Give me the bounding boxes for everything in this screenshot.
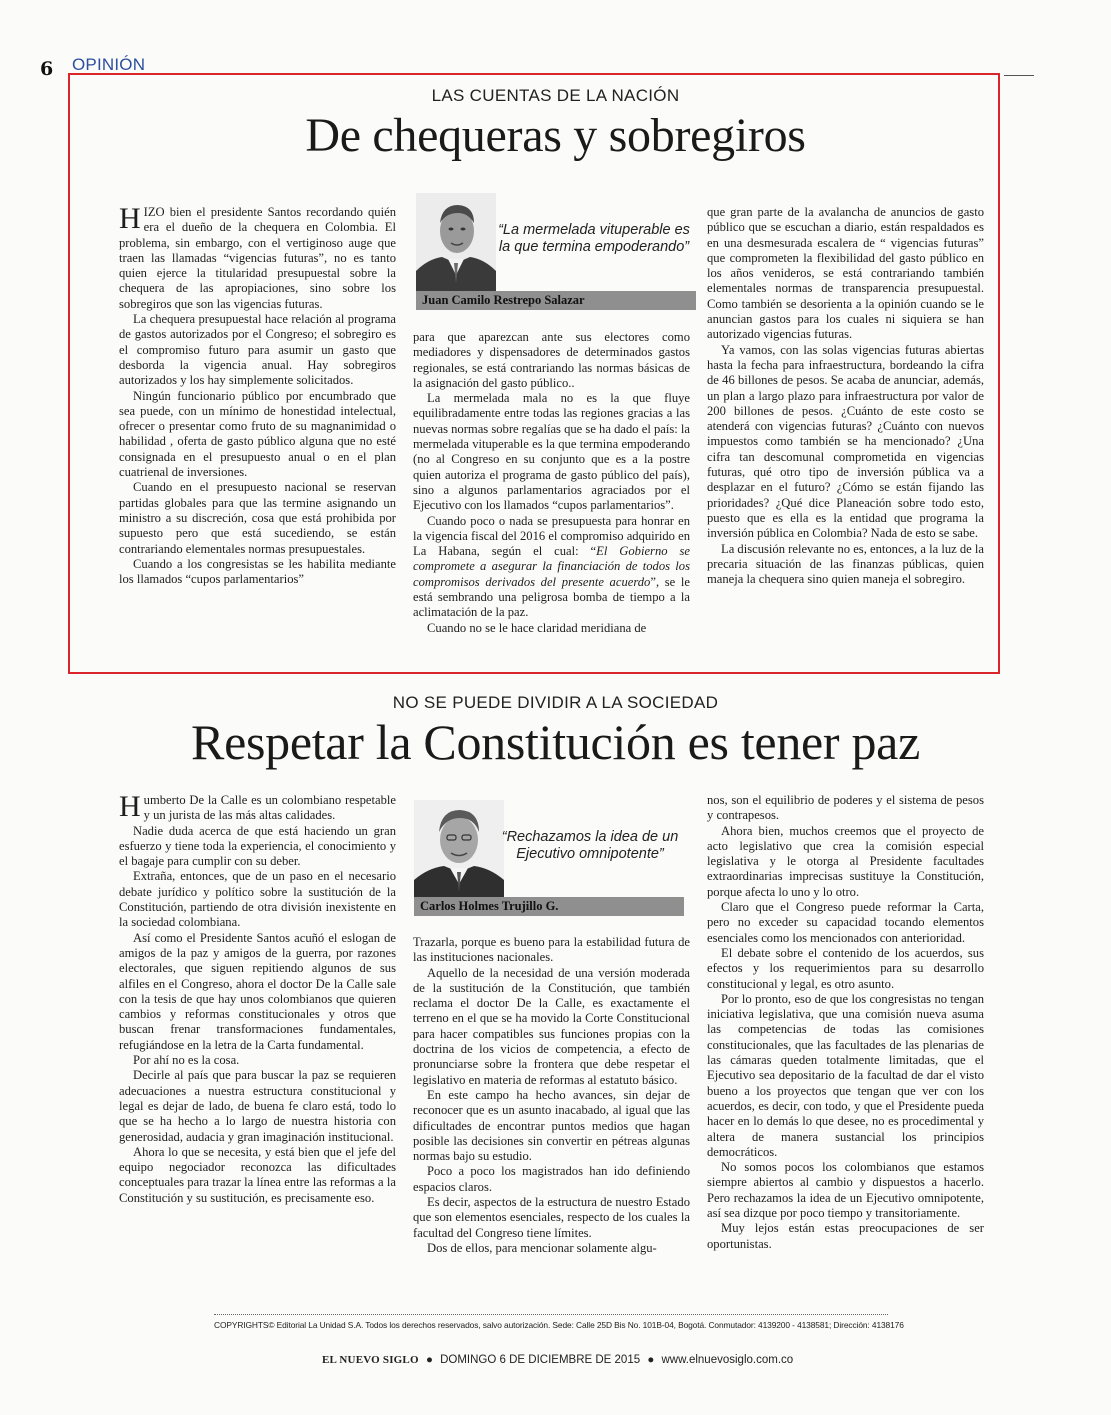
- article2-paragraph: Muy lejos están estas preocupaciones de ser oportunistas.: [707, 1221, 984, 1251]
- article1-author-name: Juan Camilo Restrepo Salazar: [416, 291, 696, 310]
- copyright-notice: COPYRIGHTS© Editorial La Unidad S.A. Todos los derechos reservados, salvo autorización. Sede: Calle 25D Bis No. 101B-04, Bogotá. Conmutador: 4139200 - 4138581; Dirección: 4138176: [214, 1320, 904, 1330]
- article2-paragraph: Nadie duda acerca de que está haciendo un gran esfuerzo y tiene toda la experiencia, el conocimiento y el bagaje para cumplir con su deber.: [119, 823, 396, 869]
- article2-paragraph: En este campo ha hecho avances, sin dejar de reconocer que es un asunto inacabado, al igual que las dificultades de encontrar puntos medios que hagan posible las decisiones sin convertir en pétreas algunas normas bajo su estudio.: [413, 1087, 690, 1164]
- article2-column-1: [119, 790, 396, 1206]
- article1-kicker: LAS CUENTAS DE LA NACIÓN: [431, 86, 680, 105]
- article2-paragraph: Poco a poco los magistrados han ido definiendo espacios claros.: [413, 1164, 690, 1194]
- author-photo: [416, 193, 496, 291]
- article1-paragraph: que gran parte de la avalancha de anuncios de gasto público que se escuchan a diario, están respaldados es en una desmesurada escalera de “ vigencias futuras” que comprometen la flexibilidad del gasto público en los años venideros, se está contrariando también elementales normas de transparencia presupuestal. Como también se desorienta a la opinión cuando se le anuncian gastos para los cuales ni siquiera se han autorizado vigencias futuras.: [707, 205, 984, 342]
- article2-title: Respetar la Constitución es tener paz: [191, 714, 920, 770]
- article2-paragraph: umberto De la Calle es un colombiano respetable y un jurista de las más altas calidades.: [143, 793, 396, 823]
- article1-paragraph: ”, se le está sembrando una peligrosa bomba de tiempo a la aclimatación de la paz.: [413, 574, 690, 620]
- article1-column-2: [413, 330, 690, 636]
- article2-column-2: [413, 935, 690, 1256]
- article2-paragraph: Ahora bien, muchos creemos que el proyecto de acto legislativo que crea la comisión especial legislativa y le otorga al Presidente facultades extraordinarias imprecisas sustituye la Constitución, porque afecta lo uno y lo otro.: [707, 823, 984, 899]
- article2-paragraph: Dos de ellos, para mencionar solamente algu-: [427, 1240, 657, 1255]
- article1-paragraph: Cuando a los congresistas se les habilita mediante los llamados “cupos parlamentarios”: [119, 556, 396, 587]
- article2-paragraph: Claro que el Congreso puede reformar la Carta, pero no exceder su capacidad tocando elementos esenciales como los mencionados con anterioridad.: [707, 900, 984, 945]
- article1-dropcap: H: [119, 202, 141, 235]
- article1-paragraph: La chequera presupuestal hace relación al programa de gastos autorizados por el Congreso; el sobregiro es el compromiso futuro para asumir un gasto que desborda la vigencia anual. Hay sobregiros autorizados y los hay simplemente solicitados.: [119, 312, 396, 388]
- article2-paragraph: Aquello de la necesidad de una versión moderada de la sustitución de la Constitución, que también reclama el doctor De la Calle, es exactamente el terreno en el que se ha movido la Corte Constitucional para hacer compatibles sus funciones propias con la doctrina de los vicios de competencia, a efecto de pronunciarse sobre la frontera que debe respetar el legislativo en materia de reformas al estatuto básico.: [413, 965, 690, 1087]
- article1-paragraph: para que aparezcan ante sus electores como mediadores y dispensadores de determinados gastos regionales, se está contrariando las normas básicas de la asignación del gasto público..: [413, 330, 690, 390]
- article2-kicker: NO SE PUEDE DIVIDIR A LA SOCIEDAD: [392, 693, 719, 712]
- article2-column-3: [707, 793, 984, 1252]
- article1-pull-quote: “La mermelada vituperable es la que termina empoderando”: [498, 222, 690, 255]
- article2-paragraph: Extraña, entonces, que de un paso en el necesario debate jurídico y político sobre la sustitución de la Constitución, partiendo de otra división inexistente en la sociedad colombiana.: [119, 869, 396, 930]
- article1-paragraph: Cuando poco o nada se presupuesta para honrar en la vigencia fiscal del 2016 el compromiso adquirido en La Habana, según el cual: “: [413, 513, 690, 559]
- footer-bar: [322, 1354, 802, 1370]
- article2-paragraph: El debate sobre el contenido de los acuerdos, sus efectos y los requerimientos para su desarrollo constitucional y legal, es otro asunto.: [707, 945, 984, 991]
- article2-paragraph: Ahora lo que se necesita, y está bien que el jefe del equipo negociador reconozca las dificultades conceptuales para trazar la línea entre las reformas a la Constitución y su sustitución, es precisamente eso.: [119, 1144, 396, 1205]
- footer-dotted-rule: [214, 1314, 888, 1315]
- author-photo: [414, 800, 504, 898]
- masthead-logo: EL NUEVO SIGLO: [322, 1354, 419, 1366]
- bullet-icon: ●: [647, 1354, 655, 1366]
- article1-paragraph: Cuando en el presupuesto nacional se reservan partidas globales para que las termine asignando un ministro a su discreción, cosa que está prohibida por supuesto pero que está sucediendo, se están contrariando elementales normas presupuestales.: [119, 480, 396, 556]
- article1-paragraph: Ya vamos, con las solas vigencias futuras abiertas hasta la fecha para infraestructura, bordeando la cifra de 46 billones de pesos. Se acaba de anunciar, además, un plan a largo plazo para infraestructura por valor de 200 billones de pesos. ¿Cuánto de este costo se atenderá con vigencias futuras? ¿Cuánto con nuevos impuestos como también se ha mencionado? ¿Una cifra tan descomunal comprometida en vigencias futuras, qué otro tipo de inversión pública va a desplazar en el futuro? ¿Cómo se están fijando las prioridades? ¿Qué dice Planeación sobre todo esto, puesto que es ella es la entidad que programa la inversión pública en Colombia? Nada de esto se sabe.: [707, 342, 984, 541]
- header-rule-right: [1004, 75, 1034, 76]
- bullet-icon: ●: [425, 1354, 433, 1366]
- article1-paragraph: La discusión relevante no es, entonces, a la luz de la precaria situación de las finanzas públicas, quien maneja la chequera sino quien maneja el sobregiro.: [707, 541, 984, 587]
- article2-paragraph: Así como el Presidente Santos acuñó el eslogan de amigos de la paz y amigos de la guerra, por razones electorales, que siguen repitiendo algunos de sus alfiles en el Congreso, ahora el doctor De la Calle sale con la tesis de que hay unos colombianos que quieren cambios y reformas constitucionales y otros que buscan frenar transformaciones fundamentales, refugiándose en la letra de la Carta fundamental.: [119, 930, 396, 1052]
- website-link[interactable]: www.elnuevosiglo.com.co: [661, 1354, 794, 1366]
- article2-pull-quote: “Rechazamos la idea de un Ejecutivo omnipotente”: [501, 829, 679, 862]
- article2-paragraph: No somos pocos los colombianos que estamos siempre abiertos al cambio y dispuestos a hacerlo. Pero rechazamos la idea de un Ejecutivo omnipotente, así sea dizque por poco tiempo y transitoriamente.: [707, 1160, 984, 1221]
- article2-paragraph: Decirle al país que para buscar la paz se requieren adecuaciones a nuestra estructura constitucional y legal es dejar de lado, de buena fe claro está, todo lo que se ha hecho a lo largo de nuestra historia con generosidad, audacia y gran imaginación institucional.: [119, 1068, 396, 1144]
- article1-column-1: [119, 202, 396, 587]
- article1-paragraph: Ningún funcionario público por encumbrado que sea puede, con un mínimo de honestidad intelectual, ofrecer o presentar como fruto de su magnanimidad o habilidad , oferta de gasto público alguna que no esté consignada en el presupuesto anual o en el plan cuatrienal de inversiones.: [119, 388, 396, 480]
- page-number: 6: [40, 58, 54, 80]
- article2-paragraph: nos, son el equilibrio de poderes y el sistema de pesos y contrapesos.: [707, 793, 984, 823]
- article1-paragraph: IZO bien el presidente Santos recordando quién era el dueño de la chequera en Colombia. El problema, sin embargo, con el vertiginoso auge que traen las llamadas “vigencias futuras”, no es tanto quien ejerce la titularidad presupuestal sobre la chequera de las apropiaciones, sino sobre los sobregiros que son las vigencias futuras.: [119, 205, 396, 311]
- article1-paragraph: La mermelada mala no es la que fluye equilibradamente entre todas las regiones gracias a las nuevas normas sobre regalías que se ha dado el país: la mermelada vituperable es la que termina empoderando (no al Congreso en su conjunto que es a la postre quien autoriza el programa de gasto público del país), sino a algunos parlamentarios agraciados por el Ejecutivo con los llamados “cupos parlamentarios”.: [413, 391, 690, 513]
- article2-paragraph: Por ahí no es la cosa.: [133, 1053, 240, 1068]
- issue-date: DOMINGO 6 DE DICIEMBRE DE 2015: [440, 1354, 641, 1366]
- article2-dropcap: H: [119, 790, 141, 823]
- section-label: OPINIÓN: [72, 55, 146, 74]
- article1-column-3: [707, 205, 984, 587]
- article1-title: De chequeras y sobregiros: [305, 109, 806, 162]
- article2-paragraph: Trazarla, porque es bueno para la estabilidad futura de las instituciones nacionales.: [413, 935, 690, 965]
- article1-paragraph: Cuando no se le hace claridad meridiana de: [427, 620, 647, 635]
- article2-paragraph: Por lo pronto, eso de que los congresistas no tengan iniciativa legislativa, que una comisión nueva asuma las competencias de todas las comisiones constitucionales, que las facultades de las plenarias de las cámaras queden totalmente limitadas, que el Ejecutivo sea depositario de la facultad de dar el visto bueno a los proyectos que tengan que ver con los acuerdos, es decir, con todo, y que el Presidente pueda hacer en lo demás lo que desee, no es procedimental y altera de manera sustancial los principios democráticos.: [707, 991, 984, 1159]
- article2-paragraph: Es decir, aspectos de la estructura de nuestro Estado que son elementos esenciales, respecto de los cuales la facultad del Congreso tiene límites.: [413, 1195, 690, 1240]
- article1-quoted-text: El Gobierno se compromete a asegurar la financiación de todos los compromisos derivados del presente acuerdo: [413, 544, 690, 589]
- article2-author-name: Carlos Holmes Trujillo G.: [414, 897, 684, 916]
